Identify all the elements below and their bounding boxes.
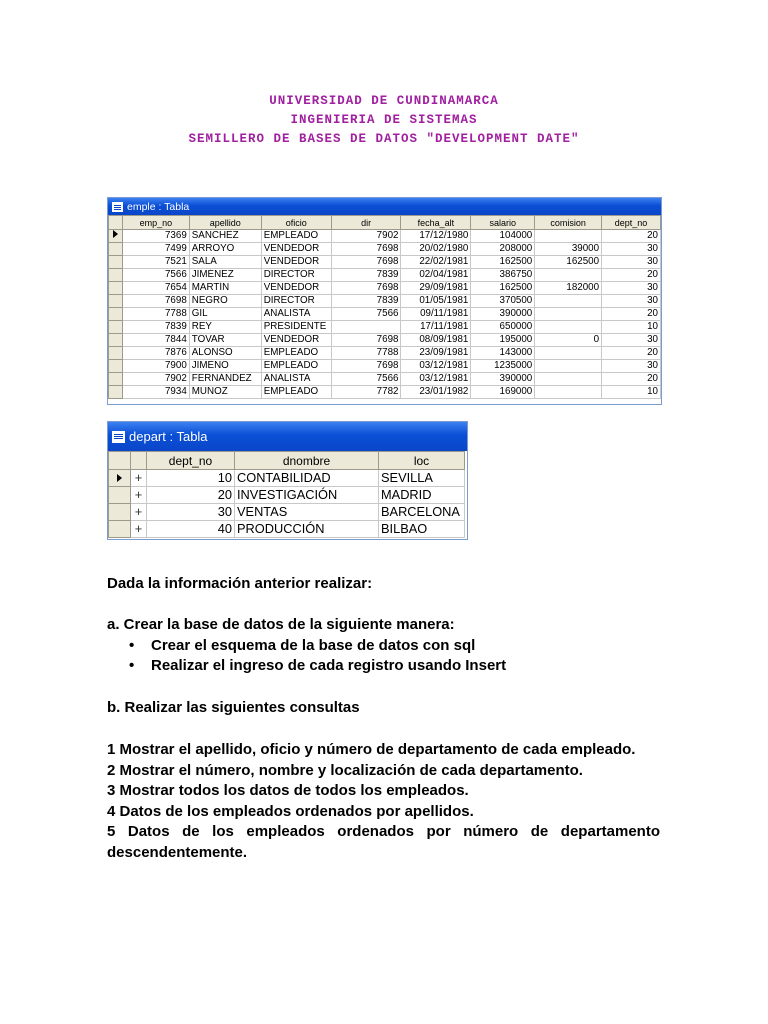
table-cell[interactable]: TOVAR	[189, 334, 261, 347]
table-cell[interactable]: 208000	[471, 243, 535, 256]
record-selector[interactable]	[109, 269, 123, 282]
table-cell[interactable]: 7844	[122, 334, 189, 347]
table-cell[interactable]: 390000	[471, 373, 535, 386]
intro-text: Dada la información anterior realizar:	[107, 575, 373, 592]
table-cell[interactable]: 30	[147, 504, 235, 521]
document-header	[0, 92, 768, 149]
table-cell[interactable]: 20	[602, 373, 661, 386]
query-item: 3 Mostrar todos los datos de todos los empleados.	[107, 782, 469, 799]
table-cell[interactable]: 0	[535, 334, 602, 347]
table-cell[interactable]: ANALISTA	[261, 373, 331, 386]
expand-button[interactable]: +	[131, 504, 147, 521]
emple-title: emple : Tabla	[127, 200, 190, 213]
table-cell[interactable]: 7698	[331, 334, 401, 347]
table-cell[interactable]: 20/02/1980	[401, 243, 471, 256]
table-cell[interactable]: 7698	[122, 295, 189, 308]
query-item: 2 Mostrar el número, nombre y localización de cada departamento.	[107, 761, 583, 779]
table-cell[interactable]: 39000	[535, 243, 602, 256]
table-cell[interactable]: EMPLEADO	[261, 230, 331, 243]
table-cell[interactable]: SEVILLA	[379, 470, 465, 487]
table-row[interactable]	[109, 504, 465, 521]
table-cell[interactable]: 162500	[471, 282, 535, 295]
record-selector[interactable]	[109, 360, 123, 373]
table-cell[interactable]: 386750	[471, 269, 535, 282]
table-cell[interactable]: INVESTIGACIÓN	[235, 487, 379, 504]
record-selector-header[interactable]	[109, 216, 123, 230]
table-cell[interactable]: 30	[602, 295, 661, 308]
table-cell[interactable]: 7902	[122, 373, 189, 386]
table-cell[interactable]: 30	[602, 243, 661, 256]
emple-header-row	[109, 216, 661, 230]
table-cell[interactable]: 162500	[471, 256, 535, 269]
table-cell[interactable]: 17/11/1981	[401, 321, 471, 334]
table-cell[interactable]: 03/12/1981	[401, 360, 471, 373]
table-cell[interactable]: 30	[602, 360, 661, 373]
table-cell[interactable]: EMPLEADO	[261, 386, 331, 399]
record-selector[interactable]	[109, 521, 131, 538]
table-cell[interactable]: 20	[602, 308, 661, 321]
table-cell[interactable]: BILBAO	[379, 521, 465, 538]
table-cell[interactable]: 23/01/1982	[401, 386, 471, 399]
table-cell[interactable]: 29/09/1981	[401, 282, 471, 295]
table-cell[interactable]: REY	[189, 321, 261, 334]
table-cell[interactable]: 23/09/1981	[401, 347, 471, 360]
column-header[interactable]: fecha_alt	[401, 216, 471, 230]
emple-title-bar[interactable]	[108, 198, 661, 215]
table-cell[interactable]: 10	[602, 386, 661, 399]
column-header[interactable]: loc	[379, 452, 465, 470]
table-cell[interactable]: DIRECTOR	[261, 269, 331, 282]
table-row[interactable]	[109, 360, 661, 373]
table-row[interactable]	[109, 487, 465, 504]
record-selector[interactable]	[109, 504, 131, 521]
table-cell[interactable]	[535, 308, 602, 321]
table-cell[interactable]: 7698	[331, 282, 401, 295]
table-cell[interactable]: 7499	[122, 243, 189, 256]
table-cell[interactable]: MADRID	[379, 487, 465, 504]
program-name: INGENIERIA DE SISTEMAS	[290, 113, 478, 127]
table-cell[interactable]: SÁNCHEZ	[189, 230, 261, 243]
table-cell[interactable]: 10	[602, 321, 661, 334]
record-selector[interactable]	[109, 308, 123, 321]
table-cell[interactable]: VENDEDOR	[261, 334, 331, 347]
depart-table-window	[107, 421, 468, 540]
table-cell[interactable]: GIL	[189, 308, 261, 321]
table-cell[interactable]: 10	[147, 470, 235, 487]
table-cell[interactable]: 7698	[331, 360, 401, 373]
table-cell[interactable]: 143000	[471, 347, 535, 360]
column-header[interactable]: dnombre	[235, 452, 379, 470]
table-cell[interactable]: ARROYO	[189, 243, 261, 256]
record-selector[interactable]	[109, 347, 123, 360]
column-header[interactable]: apellido	[189, 216, 261, 230]
table-cell[interactable]: JIMENO	[189, 360, 261, 373]
table-cell[interactable]: 182000	[535, 282, 602, 295]
query-item: 1 Mostrar el apellido, oficio y número de departamento de cada empleado.	[107, 741, 636, 758]
column-header[interactable]: dept_no	[602, 216, 661, 230]
table-cell[interactable]: 7900	[122, 360, 189, 373]
record-selector[interactable]	[109, 243, 123, 256]
expand-button[interactable]: +	[131, 470, 147, 487]
record-selector[interactable]	[109, 256, 123, 269]
group-name: SEMILLERO DE BASES DE DATOS "DEVELOPMENT DATE"	[188, 132, 580, 146]
table-row[interactable]	[109, 347, 661, 360]
table-cell[interactable]: VENDEDOR	[261, 256, 331, 269]
list-item: • Realizar el ingreso de cada registro usando Insert	[129, 656, 660, 677]
table-cell[interactable]: 08/09/1981	[401, 334, 471, 347]
column-header[interactable]: salario	[471, 216, 535, 230]
table-cell[interactable]: DIRECTOR	[261, 295, 331, 308]
table-cell[interactable]: 7839	[331, 269, 401, 282]
table-cell[interactable]: 195000	[471, 334, 535, 347]
current-record-arrow-icon	[113, 230, 118, 238]
record-selector[interactable]	[109, 373, 123, 386]
table-cell[interactable]: VENDEDOR	[261, 282, 331, 295]
table-row[interactable]	[109, 282, 661, 295]
table-cell[interactable]: 1235000	[471, 360, 535, 373]
table-icon	[112, 431, 125, 443]
table-cell[interactable]: 104000	[471, 230, 535, 243]
table-cell[interactable]: 7788	[331, 347, 401, 360]
table-cell[interactable]: VENDEDOR	[261, 243, 331, 256]
record-selector[interactable]	[109, 295, 123, 308]
table-cell[interactable]: 7698	[331, 243, 401, 256]
table-cell[interactable]: 02/04/1981	[401, 269, 471, 282]
record-selector[interactable]	[109, 321, 123, 334]
table-cell[interactable]: 20	[602, 230, 661, 243]
table-cell[interactable]: VENTAS	[235, 504, 379, 521]
table-cell[interactable]: ALONSO	[189, 347, 261, 360]
table-cell[interactable]	[535, 230, 602, 243]
table-icon	[112, 202, 123, 212]
table-cell[interactable]: 169000	[471, 386, 535, 399]
table-cell[interactable]: PRESIDENTE	[261, 321, 331, 334]
column-header[interactable]: comision	[535, 216, 602, 230]
table-cell[interactable]: EMPLEADO	[261, 360, 331, 373]
table-row[interactable]	[109, 321, 661, 334]
table-cell[interactable]	[535, 347, 602, 360]
table-cell[interactable]: 20	[602, 269, 661, 282]
table-cell[interactable]: 390000	[471, 308, 535, 321]
record-selector[interactable]	[109, 334, 123, 347]
query-list	[107, 740, 660, 863]
table-cell[interactable]: 370500	[471, 295, 535, 308]
table-row[interactable]	[109, 334, 661, 347]
table-cell[interactable]: PRODUCCIÓN	[235, 521, 379, 538]
expand-button[interactable]: +	[131, 487, 147, 504]
table-cell[interactable]: 01/05/1981	[401, 295, 471, 308]
table-cell[interactable]: 03/12/1981	[401, 373, 471, 386]
table-cell[interactable]: 22/02/1981	[401, 256, 471, 269]
table-cell[interactable]: 30	[602, 282, 661, 295]
record-selector-header[interactable]	[109, 452, 131, 470]
table-cell[interactable]: MUÑOZ	[189, 386, 261, 399]
table-cell[interactable]: 7566	[331, 373, 401, 386]
table-cell[interactable]: 30	[602, 334, 661, 347]
column-header[interactable]: dir	[331, 216, 401, 230]
table-row[interactable]	[109, 373, 661, 386]
table-cell[interactable]: 09/11/1981	[401, 308, 471, 321]
table-cell[interactable]: 17/12/1980	[401, 230, 471, 243]
table-cell[interactable]: MARTÍN	[189, 282, 261, 295]
table-cell[interactable]: JIMÉNEZ	[189, 269, 261, 282]
table-cell[interactable]: 7698	[331, 256, 401, 269]
section-a-list	[107, 636, 660, 677]
list-item: • Crear el esquema de la base de datos con sql	[129, 636, 660, 657]
table-cell[interactable]: BARCELONA	[379, 504, 465, 521]
table-cell[interactable]: 20	[602, 347, 661, 360]
column-header[interactable]: emp_no	[122, 216, 189, 230]
table-cell[interactable]: 162500	[535, 256, 602, 269]
table-cell[interactable]	[535, 386, 602, 399]
column-header[interactable]: dept_no	[147, 452, 235, 470]
table-cell[interactable]: 7934	[122, 386, 189, 399]
current-record-arrow-icon	[117, 474, 122, 482]
section-a-title: a. Crear la base de datos de la siguiente manera:	[107, 616, 455, 633]
table-cell[interactable]: NEGRO	[189, 295, 261, 308]
column-header[interactable]: oficio	[261, 216, 331, 230]
table-cell[interactable]: 7782	[331, 386, 401, 399]
record-selector[interactable]	[109, 487, 131, 504]
university-name: UNIVERSIDAD DE CUNDINAMARCA	[269, 94, 499, 108]
table-cell[interactable]: FERNÁNDEZ	[189, 373, 261, 386]
emple-datasheet	[108, 215, 661, 399]
expand-header	[131, 452, 147, 470]
table-cell[interactable]: 7839	[331, 295, 401, 308]
table-row[interactable]	[109, 521, 465, 538]
record-selector[interactable]	[109, 282, 123, 295]
table-cell[interactable]	[535, 360, 602, 373]
depart-datasheet	[108, 451, 465, 538]
table-cell[interactable]	[535, 321, 602, 334]
table-cell[interactable]: ANALISTA	[261, 308, 331, 321]
table-cell[interactable]	[535, 373, 602, 386]
table-row[interactable]	[109, 269, 661, 282]
table-cell[interactable]: 7521	[122, 256, 189, 269]
table-cell[interactable]: 7566	[122, 269, 189, 282]
table-cell[interactable]: 7902	[331, 230, 401, 243]
section-a	[107, 615, 660, 677]
table-cell[interactable]: 7369	[122, 230, 189, 243]
table-row[interactable]	[109, 243, 661, 256]
query-item: 5 Datos de los empleados ordenados por número de departamento descendentemente.	[107, 823, 660, 861]
emple-table-window	[107, 197, 662, 405]
depart-title-bar[interactable]	[108, 422, 467, 451]
table-cell[interactable]: 7876	[122, 347, 189, 360]
table-cell[interactable]	[331, 321, 401, 334]
table-cell[interactable]: 650000	[471, 321, 535, 334]
table-cell[interactable]	[535, 295, 602, 308]
expand-button[interactable]: +	[131, 521, 147, 538]
depart-header-row	[109, 452, 465, 470]
table-row[interactable]	[109, 386, 661, 399]
table-cell[interactable]: SALA	[189, 256, 261, 269]
table-cell[interactable]	[535, 269, 602, 282]
table-row[interactable]	[109, 308, 661, 321]
table-cell[interactable]: 7788	[122, 308, 189, 321]
record-selector[interactable]	[109, 386, 123, 399]
record-selector[interactable]	[109, 470, 131, 487]
table-cell[interactable]: 40	[147, 521, 235, 538]
record-selector[interactable]	[109, 230, 123, 243]
table-cell[interactable]: CONTABILIDAD	[235, 470, 379, 487]
table-cell[interactable]: 7654	[122, 282, 189, 295]
table-cell[interactable]: 7839	[122, 321, 189, 334]
table-cell[interactable]: EMPLEADO	[261, 347, 331, 360]
table-cell[interactable]: 7566	[331, 308, 401, 321]
table-row[interactable]	[109, 470, 465, 487]
table-row[interactable]	[109, 230, 661, 243]
table-row[interactable]	[109, 256, 661, 269]
table-row[interactable]	[109, 295, 661, 308]
table-cell[interactable]: 20	[147, 487, 235, 504]
query-item: 4 Datos de los empleados ordenados por apellidos.	[107, 802, 474, 820]
depart-title: depart : Tabla	[129, 429, 208, 444]
table-cell[interactable]: 30	[602, 256, 661, 269]
section-b-title: b. Realizar las siguientes consultas	[107, 699, 360, 716]
